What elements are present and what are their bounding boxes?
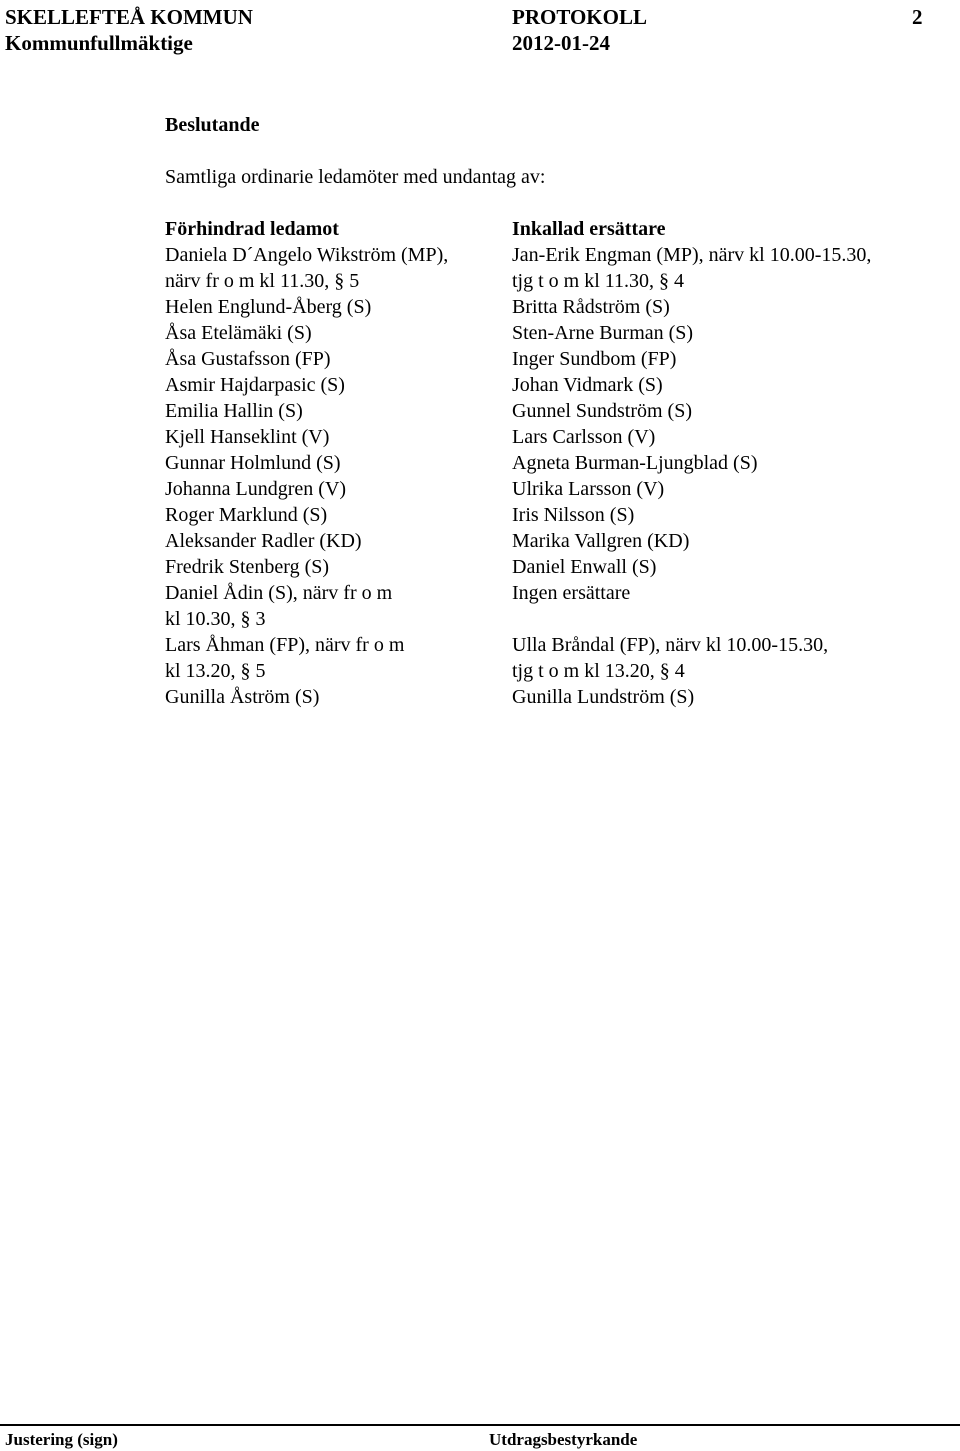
absent-member-cell: Gunnar Holmlund (S)	[165, 452, 341, 474]
table-row	[0, 658, 960, 684]
substitute-cell: Agneta Burman-Ljungblad (S)	[512, 452, 758, 474]
absent-member-cell: Asmir Hajdarpasic (S)	[165, 374, 345, 396]
absent-member-cell: Johanna Lundgren (V)	[165, 478, 347, 500]
absent-member-cell: Roger Marklund (S)	[165, 504, 328, 526]
substitute-cell: Sten-Arne Burman (S)	[512, 322, 694, 344]
organization-name: SKELLEFTEÅ KOMMUN	[5, 5, 253, 29]
absent-member-cell: närv fr o m kl 11.30, § 5	[165, 270, 360, 292]
substitute-cell: Ingen ersättare	[512, 582, 631, 604]
absent-member-cell: Kjell Hanseklint (V)	[165, 426, 330, 448]
table-row	[0, 580, 960, 606]
document-type: PROTOKOLL	[512, 5, 647, 29]
table-row	[0, 684, 960, 710]
substitute-cell: Inger Sundbom (FP)	[512, 348, 677, 370]
table-row	[0, 372, 960, 398]
absent-member-cell: Åsa Etelämäki (S)	[165, 322, 312, 344]
absent-member-cell: Fredrik Stenberg (S)	[165, 556, 330, 578]
substitute-cell: Britta Rådström (S)	[512, 296, 670, 318]
substitute-cell: Marika Vallgren (KD)	[512, 530, 690, 552]
table-row	[0, 398, 960, 424]
substitute-cell: Lars Carlsson (V)	[512, 426, 656, 448]
substitute-cell: Jan-Erik Engman (MP), närv kl 10.00-15.30,	[512, 244, 872, 266]
absent-member-cell: Åsa Gustafsson (FP)	[165, 348, 331, 370]
absent-member-cell: Aleksander Radler (KD)	[165, 530, 362, 552]
substitute-cell: tjg t o m kl 11.30, § 4	[512, 270, 685, 292]
absent-member-cell: Lars Åhman (FP), närv fr o m	[165, 634, 405, 656]
footer-extract-label: Utdragsbestyrkande	[489, 1430, 638, 1449]
table-row	[0, 476, 960, 502]
substitute-cell: Ulla Bråndal (FP), närv kl 10.00-15.30,	[512, 634, 829, 656]
table-row	[0, 424, 960, 450]
absent-member-cell: kl 13.20, § 5	[165, 660, 266, 682]
absent-member-cell: Daniela D´Angelo Wikström (MP),	[165, 244, 449, 266]
column-header-substitute: Inkallad ersättare	[512, 218, 666, 240]
absent-member-cell: Helen Englund-Åberg (S)	[165, 296, 372, 318]
table-row	[0, 268, 960, 294]
table-row	[0, 450, 960, 476]
page-number: 2	[912, 5, 923, 29]
substitute-cell: Iris Nilsson (S)	[512, 504, 635, 526]
table-row	[0, 502, 960, 528]
table-row	[0, 294, 960, 320]
section-intro: Samtliga ordinarie ledamöter med undantag av:	[165, 166, 546, 188]
table-row	[0, 320, 960, 346]
table-row	[0, 606, 960, 632]
absent-member-cell: kl 10.30, § 3	[165, 608, 266, 630]
section-title: Beslutande	[165, 114, 260, 136]
absent-member-cell: Daniel Ådin (S), närv fr o m	[165, 582, 393, 604]
table-row	[0, 632, 960, 658]
footer-signature-label: Justering (sign)	[5, 1430, 118, 1449]
absent-member-cell: Gunilla Åström (S)	[165, 686, 320, 708]
substitute-cell: Gunilla Lundström (S)	[512, 686, 695, 708]
table-row	[0, 528, 960, 554]
absent-member-cell: Emilia Hallin (S)	[165, 400, 303, 422]
substitute-cell: Gunnel Sundström (S)	[512, 400, 692, 422]
table-row	[0, 346, 960, 372]
column-header-absent-member: Förhindrad ledamot	[165, 218, 339, 240]
meeting-date: 2012-01-24	[512, 31, 610, 55]
table-row	[0, 242, 960, 268]
substitute-cell: Johan Vidmark (S)	[512, 374, 663, 396]
footer-divider	[0, 1424, 960, 1426]
substitute-cell: Daniel Enwall (S)	[512, 556, 657, 578]
body-name: Kommunfullmäktige	[5, 31, 193, 55]
table-row	[0, 554, 960, 580]
substitute-cell: Ulrika Larsson (V)	[512, 478, 665, 500]
substitute-cell: tjg t o m kl 13.20, § 4	[512, 660, 685, 682]
